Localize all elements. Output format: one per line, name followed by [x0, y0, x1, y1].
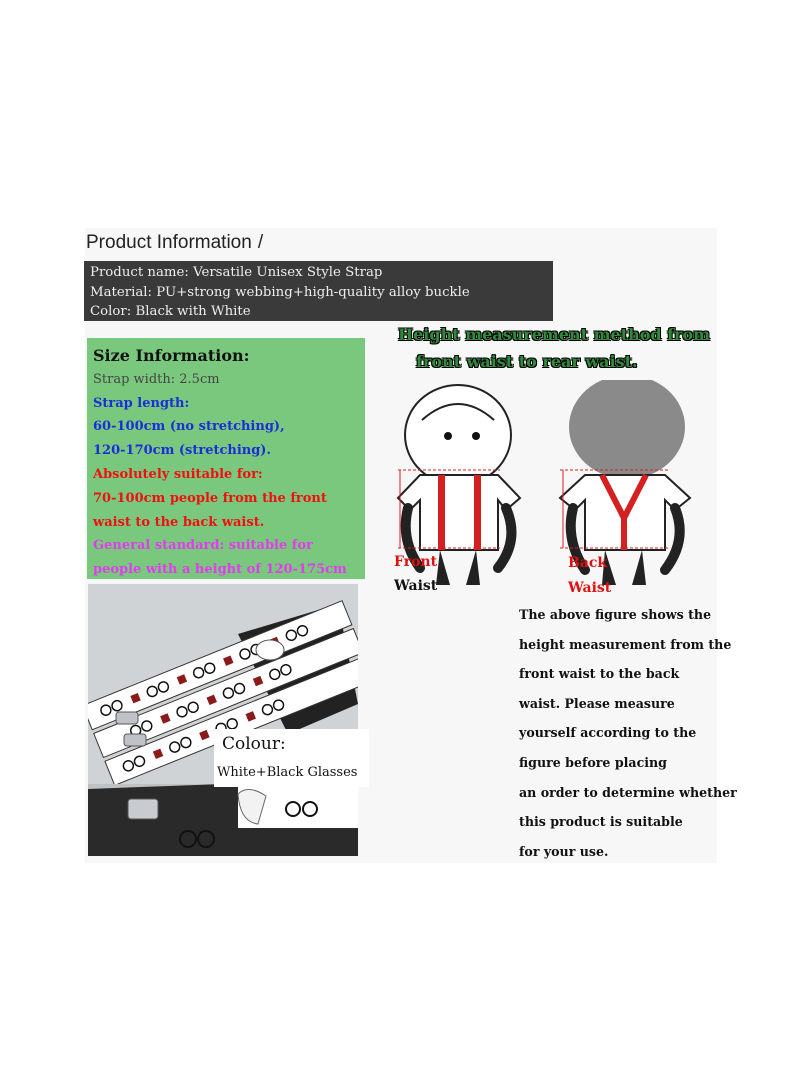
measurement-heading-1: Height measurement method from — [398, 325, 711, 344]
product-info-box — [84, 261, 553, 321]
description-line: an order to determine whether — [519, 784, 737, 800]
description-line: front waist to the back — [519, 666, 680, 682]
standard-line-2: people with a height of 120-175cm — [93, 562, 347, 578]
color-line: Color: Black with White — [90, 304, 251, 319]
description-line: figure before placing — [519, 754, 667, 770]
strap-width: Strap width: 2.5cm — [93, 371, 220, 387]
suitable-line-3: waist to the back waist. — [93, 514, 265, 530]
product-photo — [88, 584, 358, 856]
front-label-1: Front — [394, 554, 438, 570]
colour-label: Colour: — [222, 734, 286, 754]
clip-icon — [128, 799, 158, 819]
suitable-line-2: 70-100cm people from the front — [93, 490, 327, 506]
length-stretch: 120-170cm (stretching). — [93, 443, 271, 459]
description-line: The above figure shows the — [519, 607, 712, 622]
back-label-1: Back — [568, 555, 608, 571]
back-label-2: Waist — [568, 580, 612, 596]
colour-value: White+Black Glasses — [217, 765, 358, 780]
head-back-icon — [569, 380, 685, 479]
suspender-photo — [88, 584, 358, 856]
material-line: Material: PU+strong webbing+high-quality alloy buckle — [90, 284, 470, 300]
description-line: for your use. — [519, 843, 609, 859]
description-line: waist. Please measure — [519, 695, 675, 711]
front-label-2: Waist — [394, 578, 438, 594]
strap-length-label: Strap length: — [93, 395, 190, 411]
length-no-stretch: 60-100cm (no stretching), — [93, 419, 285, 435]
product-name-line: Product name: Versatile Unisex Style Strap — [90, 265, 383, 280]
size-info-box — [87, 338, 365, 579]
title-text: Product Information — [86, 232, 252, 253]
description-line: yourself according to the — [519, 725, 697, 741]
title-slash: / — [257, 232, 264, 253]
description-line: height measurement from the — [519, 636, 732, 652]
suitable-line-1: Absolutely suitable for: — [93, 466, 263, 482]
measurement-description — [519, 600, 737, 866]
measurement-heading-2: front waist to rear waist. — [416, 352, 638, 371]
page-title — [86, 232, 263, 254]
size-info-heading: Size Information: — [93, 346, 250, 365]
standard-line-1: General standard: suitable for — [93, 538, 313, 554]
description-line: this product is suitable — [519, 814, 683, 830]
